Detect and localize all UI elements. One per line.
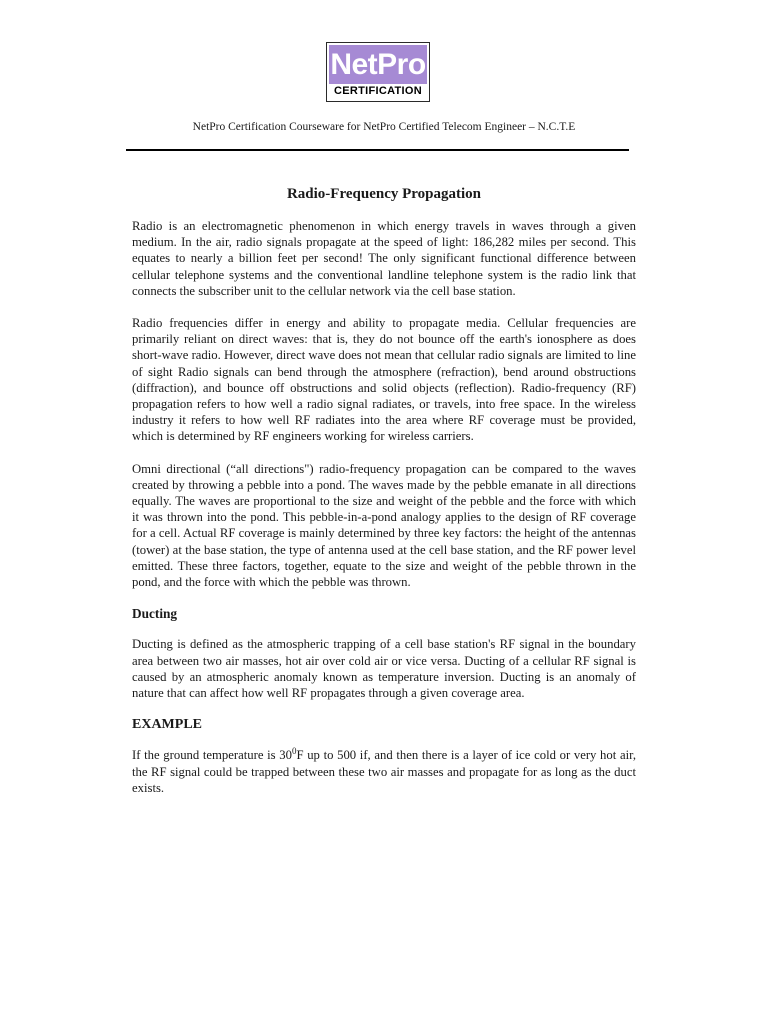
netpro-logo (326, 42, 430, 102)
logo-subtitle: CERTIFICATION (333, 85, 423, 97)
paragraph-frequencies: Radio frequencies differ in energy and ability to propagate media. Cellular frequencies are primarily reliant on direct waves: that is, they do not bounce off the earth's ionosphere as does short-wave radio. However, direct wave does not mean that cellular radio signals are limited to line of sight Radio signals can bend through the atmosphere (refraction), bend around obstructions (diffraction), and bounce off obstructions and solid objects (reflection). Radio-frequency (RF) propagation refers to how well a radio signal radiates, or travels, into free space. In the wireless industry it refers to how well RF radiates into the area where RF coverage must be provided, which is determined by RF engineers working for wireless carriers. (132, 316, 636, 444)
degree-superscript: 0 (291, 746, 297, 757)
courseware-header: NetPro Certification Courseware for NetPro Certified Telecom Engineer – N.C.T.E (192, 121, 576, 133)
paragraph-omni: Omni directional (“all directions") radio-frequency propagation can be compared to the waves created by throwing a pebble into a pond. The waves made by the pebble emanate in all directions equally. The waves are proportional to the size and weight of the pebble and the force with which it was thrown into the pond. This pebble-in-a-pond analogy applies to the design of RF coverage for a cell. Actual RF coverage is mainly determined by three key factors: the height of the antennas (tower) at the base station, the type of antenna used at the cell base station, and the RF power level emitted. These three factors, together, equate to the size and weight of the pebble thrown in the pond, and the force with which the pebble was thrown. (132, 461, 636, 590)
example-text-start: If the ground temperature is 30 (132, 748, 292, 763)
page-title: Radio-Frequency Propagation (286, 186, 482, 202)
logo-brand: NetPro (329, 45, 427, 84)
header-divider (126, 149, 629, 151)
document-body (132, 184, 636, 812)
example-text-end: F up to 500 if, and then there is a layer of ice cold or very hot air, the RF signal could be trapped between these two air masses and propagate for as long as the duct exists. (132, 748, 636, 795)
paragraph-intro: Radio is an electromagnetic phenomenon in which energy travels in waves through a given medium. In the air, radio signals propagate at the speed of light: 186,282 miles per second. This equates to nearly a billion feet per second! The only significant functional difference between cellular telephone systems and the conventional landline telephone system is the radio link that connects the subscriber unit to the cellular network via the cell base station. (132, 219, 636, 298)
paragraph-ducting: Ducting is defined as the atmospheric trapping of a cell base station's RF signal in the boundary area between two air masses, hot air over cold air or vice versa. Ducting of a cellular RF signal is caused by an atmospheric anomaly known as temperature inversion. Ducting is an anomaly of nature that can affect how well RF propagates through a given coverage area. (132, 637, 636, 701)
ducting-heading: Ducting (132, 606, 178, 622)
example-heading: EXAMPLE (132, 717, 202, 733)
paragraph-example (132, 747, 636, 796)
